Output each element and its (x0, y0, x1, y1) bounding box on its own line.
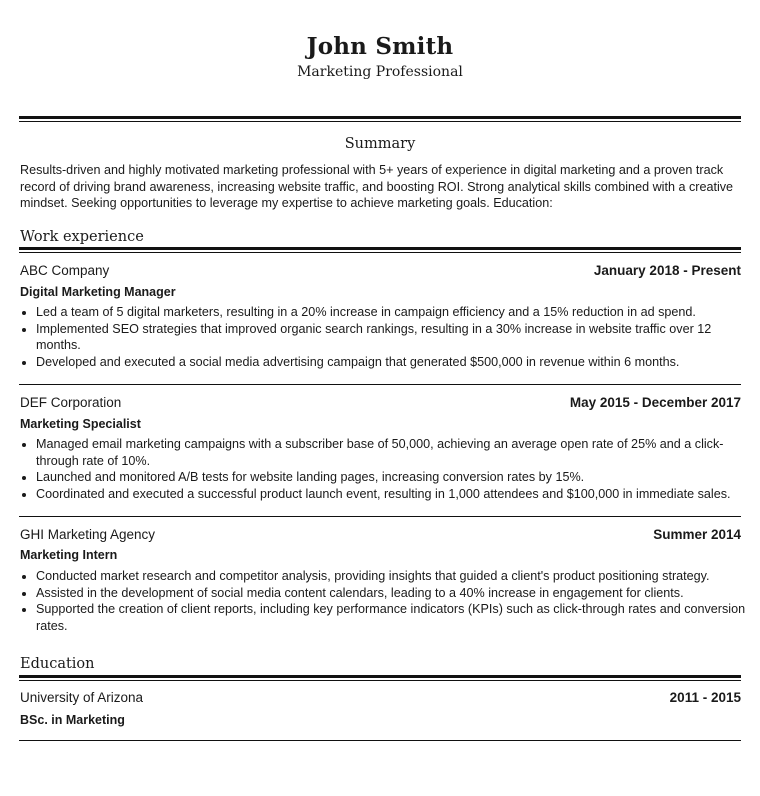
job-divider (19, 516, 741, 517)
job-bullet-list (20, 568, 758, 634)
candidate-name: John Smith (306, 33, 454, 60)
school-name: University of Arizona (20, 690, 144, 705)
job-bullet: • Assisted in the development of social media content calendars, leading to a 40% increase in engagement for clients. (36, 585, 758, 602)
education-heading-divider-top (19, 675, 741, 678)
company-name: GHI Marketing Agency (20, 527, 156, 542)
job-dates: Summer 2014 (653, 527, 741, 542)
job-bullet: • Conducted market research and competitor analysis, providing insights that guided a client's product positioning strategy. (36, 568, 758, 585)
job-role: Marketing Intern (20, 548, 118, 562)
education-heading: Education (20, 656, 95, 672)
education-divider (19, 740, 741, 741)
job-bullet: • Led a team of 5 digital marketers, resulting in a 20% increase in campaign efficiency and a 15% reduction in ad spend. (36, 304, 758, 321)
work-heading-divider-top (19, 247, 741, 250)
job-bullet-list (20, 436, 758, 502)
job-header (20, 263, 741, 278)
job-bullet: • Launched and monitored A/B tests for website landing pages, increasing conversion rates by 15%. (36, 469, 758, 486)
work-experience-heading: Work experience (20, 229, 144, 245)
job-role: Digital Marketing Manager (20, 285, 176, 299)
header-divider-top (19, 116, 741, 119)
summary-heading: Summary (344, 136, 416, 152)
job-divider (19, 384, 741, 385)
summary-text: Results-driven and highly motivated marketing professional with 5+ years of experience in digital marketing and a proven track record of driving brand awareness, increasing website traffic, and boosting ROI. Strong analytical skills combined with a creative mindset. Seeking opportunities to leverage my expertise to achieve marketing goals. Education: (20, 163, 734, 210)
education-heading-divider-bottom (19, 680, 741, 681)
header-divider-bottom (19, 121, 741, 122)
work-heading-divider-bottom (19, 252, 741, 253)
job-header (20, 395, 741, 410)
job-bullet-list (20, 304, 758, 370)
job-role: Marketing Specialist (20, 417, 141, 431)
company-name: DEF Corporation (20, 395, 122, 410)
job-bullet: • Coordinated and executed a successful product launch event, resulting in 1,000 attendees and $100,000 in immediate sales. (36, 486, 758, 503)
job-bullet: • Implemented SEO strategies that improved organic search rankings, resulting in a 30% increase in website traffic over 12 months. (36, 321, 758, 354)
job-bullet: • Managed email marketing campaigns with a subscriber base of 50,000, achieving an average open rate of 25% and a click-through rate of 10%. (36, 436, 758, 469)
job-dates: May 2015 - December 2017 (569, 395, 741, 410)
job-bullet: • Supported the creation of client reports, including key performance indicators (KPIs) such as click-through rates and conversion rates. (36, 601, 758, 634)
education-header (20, 690, 741, 705)
degree: BSc. in Marketing (20, 713, 125, 727)
education-dates: 2011 - 2015 (669, 690, 741, 705)
company-name: ABC Company (20, 263, 110, 278)
job-bullet: • Developed and executed a social media advertising campaign that generated $500,000 in revenue within 6 months. (36, 354, 758, 371)
job-header (20, 527, 741, 542)
job-dates: January 2018 - Present (593, 263, 741, 278)
candidate-title: Marketing Professional (297, 64, 463, 80)
